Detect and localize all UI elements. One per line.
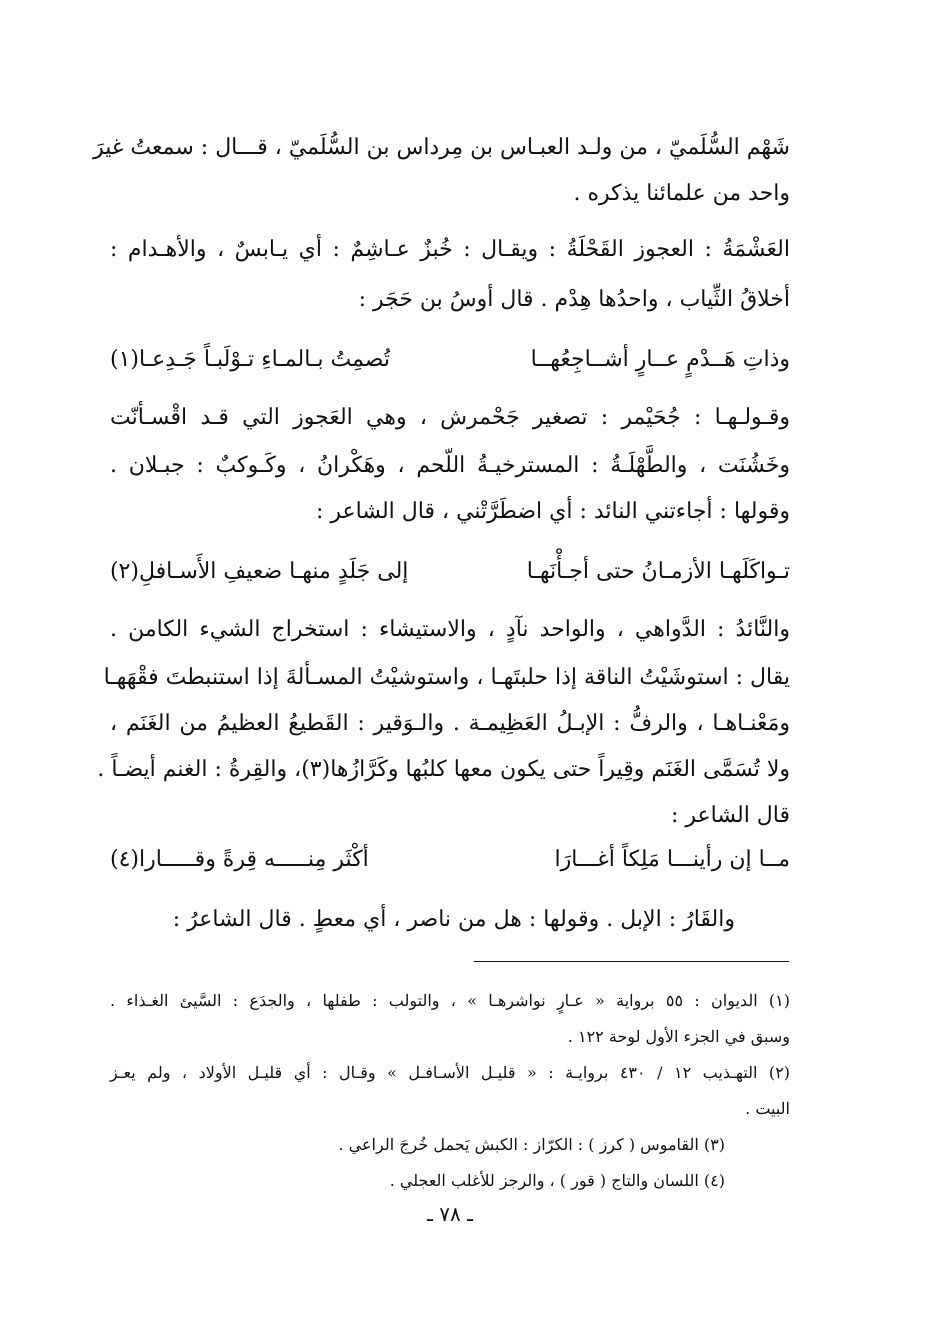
verse-second-hemistich: تُصمِتُ بـالمـاءِ تـوْلَبـاً جَـدِعـا(١) — [110, 347, 390, 372]
page-number: ـ ٧٨ ـ — [427, 1202, 473, 1226]
footnote-line: البيت . — [745, 1099, 790, 1118]
footnote-line: (٤) اللسان والتاج ( قور ) ، والرجز للأغلب العجلي . — [389, 1171, 725, 1190]
verse-first-hemistich: تـواكَلَهـا الأزمـانُ حتى أجـأْنَهـا — [526, 559, 790, 584]
verse-second-hemistich: أكْثَر مِنـــــه قِرةً وقـــــارا(٤) — [110, 847, 369, 872]
text-line: وقـولـهـا : جُحَيْمر : تصغير جَحْمرش ، وهي العَجوز التي قـد اقْسـأنّت — [110, 405, 790, 430]
text-line: وقولها : أجاءتني النائد : أي اضطَرَّتْني ، قال الشاعر : — [315, 499, 790, 524]
text-line: ولا تُسَمَّى الغَنَم وقِيراً حتى يكون معها كلبُها وكَرَّازُها(٣)، والقِرةُ : الغنم أيضـاً . — [97, 757, 790, 782]
footnote-line: (١) الديوان : ٥٥ برواية « عـارٍ نواشرهـا » ، والتولب : طفلها ، والجدَع : السَّيئ الغـذاء . — [110, 991, 790, 1010]
text-line: ومَعْنـاهـا ، والرفُّ : الإبـلُ العَظِيمـة . والـوَقير : القَطيعُ العظيمُ من الغَنَم ، — [110, 711, 790, 736]
verse-second-hemistich: إلى جَلَدٍ منهـا ضعيفِ الأَسـافلِ(٢) — [110, 559, 409, 584]
text-line: قال الشاعر : — [670, 803, 790, 828]
text-line: العَشْمَةُ : العجوز القَحْلَةُ : ويقـال : خُبزٌ عـاشِمٌ : أي يـابسٌ ، والأهـدام : — [110, 237, 790, 262]
text-line: والقَارُ : الإبل . وقولها : هل من ناصر ، أي معطٍ . قال الشاعرُ : — [172, 907, 735, 932]
verse-first-hemistich: مــا إن رأينـــا مَلِكاً أغـــارَا — [554, 847, 790, 872]
verse-line — [110, 340, 790, 380]
verse-first-hemistich: وذاتِ هَــدْمٍ عــارٍ أشــاجِعُهــا — [530, 347, 790, 372]
text-line: والنَّائدُ : الدَّواهي ، والواحد نآدٍ ، والاستيشاء : استخراج الشيء الكامن . — [110, 617, 790, 642]
text-line: وخَشُنَت ، والطَّهْلَـةُ : المسترخيـةُ اللّحم ، وهَكْرانُ ، وكَـوكبٌ : جبـلان . — [110, 453, 790, 478]
text-line: أخلاقُ الثِّياب ، واحدُها هِدْم . قال أوسُ بن حَجَر : — [358, 287, 790, 312]
footnote-line: (٢) التهـذيب ١٢ / ٤٣٠ بروايـة : « قليـل الأسـافـل » وقـال : أي قليـل الأولاد ، ولم يعـز — [110, 1063, 791, 1082]
verse-line — [110, 840, 790, 880]
text-line: يقال : استوشَيْتُ الناقة إذا حلبتَهـا ، واستوشيْتُ المسـألةَ إذا استنبطتَ فقْهَهـا — [103, 665, 790, 690]
footnote-line: (٣) القاموس ( كرز ) : الكرّاز : الكبش يَحمل خُرجَ الراعي . — [338, 1135, 725, 1154]
text-line: شَهْم السُّلَميّ ، من ولـد العبـاس بن مِرداس بن السُّلَميّ ، قـــال : سمعتُ غيرَ — [93, 135, 790, 160]
text-line: واحد من علمائنا يذكره . — [573, 181, 790, 206]
footnote-separator — [474, 961, 789, 962]
footnote-line: وسبق في الجزء الأول لوحة ١٢٢ . — [567, 1027, 790, 1046]
verse-line — [110, 552, 790, 592]
